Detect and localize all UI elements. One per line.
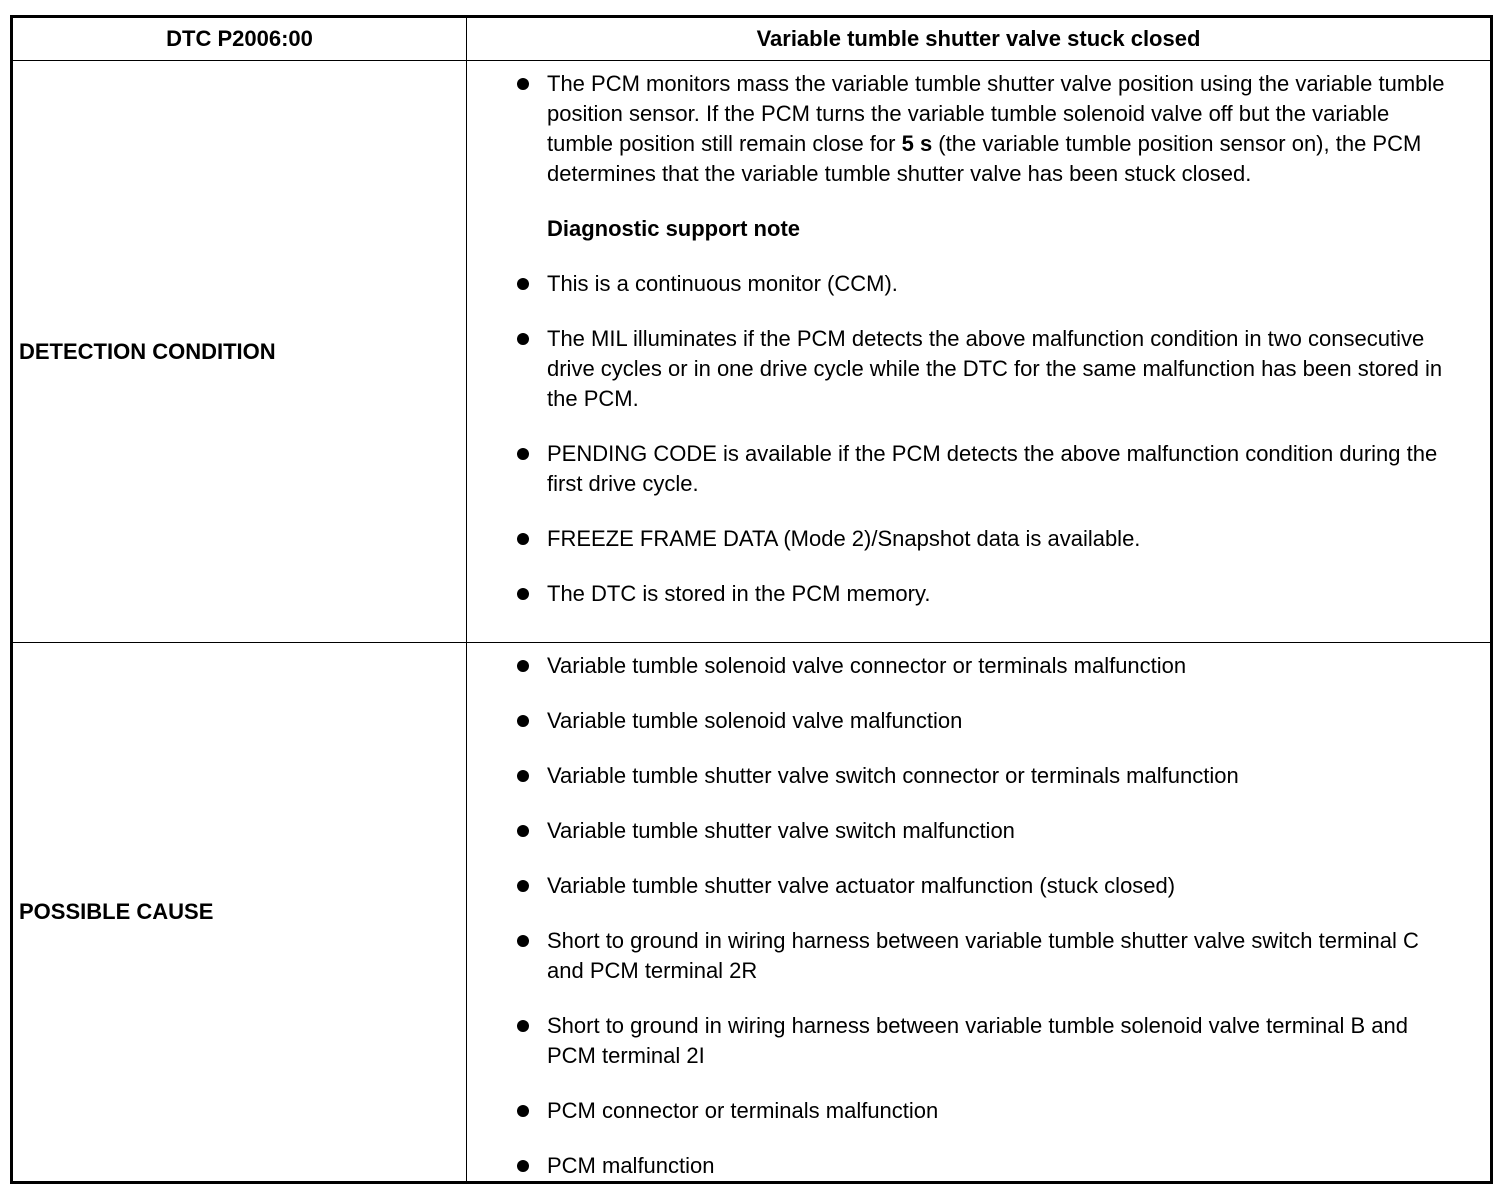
list-item (515, 524, 1460, 554)
bullet-icon (517, 825, 529, 837)
list-item (515, 439, 1460, 499)
dtc-title-header (467, 18, 1490, 61)
bullet-icon (517, 278, 529, 290)
bullet-icon (517, 1160, 529, 1172)
note-text: The MIL illuminates if the PCM detects the above malfunction condition in two consecutive drive cycles or in one drive cycle while the DTC for the same malfunction has been stored in the PCM. (547, 326, 1443, 411)
dtc-title: Variable tumble shutter valve stuck closed (756, 26, 1201, 51)
diagnostic-support-note-heading: Diagnostic support note (547, 216, 800, 241)
detection-notes-list (515, 269, 1460, 609)
bullet-icon (517, 1020, 529, 1032)
note-text: PENDING CODE is available if the PCM detects the above malfunction condition during the first drive cycle. (547, 441, 1438, 496)
list-item (515, 1151, 1460, 1181)
cause-text: Variable tumble solenoid valve malfunction (547, 708, 963, 733)
bullet-icon (517, 78, 529, 90)
bullet-icon (517, 770, 529, 782)
cause-text: Short to ground in wiring harness between variable tumble solenoid valve terminal B and PCM terminal 2I (547, 1013, 1408, 1068)
cause-text: Variable tumble shutter valve switch malfunction (547, 818, 1015, 843)
possible-cause-label-cell (13, 643, 467, 1181)
dtc-code-header (13, 18, 467, 61)
list-item (515, 706, 1460, 736)
list-item (515, 926, 1460, 986)
dtc-table (10, 15, 1493, 1184)
bullet-icon (517, 1105, 529, 1117)
detection-intro-list (515, 69, 1460, 189)
detection-condition-label-cell (13, 61, 467, 643)
cause-text: PCM connector or terminals malfunction (547, 1098, 939, 1123)
bullet-icon (517, 448, 529, 460)
list-item (515, 1096, 1460, 1126)
detection-condition-content (467, 61, 1490, 643)
bullet-icon (517, 588, 529, 600)
list-item (515, 579, 1460, 609)
cause-text: Short to ground in wiring harness between variable tumble shutter valve switch terminal C and PCM terminal 2R (547, 928, 1419, 983)
possible-cause-content (467, 643, 1490, 1181)
list-item (515, 651, 1460, 681)
possible-cause-list (515, 651, 1460, 1181)
cause-text: Variable tumble shutter valve switch connector or terminals malfunction (547, 763, 1239, 788)
bullet-icon (517, 715, 529, 727)
bullet-icon (517, 935, 529, 947)
dtc-code: DTC P2006:00 (166, 26, 313, 51)
possible-cause-label: POSSIBLE CAUSE (19, 899, 214, 924)
bullet-icon (517, 660, 529, 672)
intro-text-before: The PCM monitors mass the variable tumble shutter valve position using the variable tumble position sensor. If the PCM turns the variable tumble solenoid valve off but the variable tumble position still remain close for (547, 71, 1445, 156)
note-text: The DTC is stored in the PCM memory. (547, 581, 931, 606)
list-item (515, 816, 1460, 846)
bullet-icon (517, 533, 529, 545)
note-text: FREEZE FRAME DATA (Mode 2)/Snapshot data is available. (547, 526, 1141, 551)
list-item (515, 324, 1460, 414)
cause-text: Variable tumble shutter valve actuator malfunction (stuck closed) (547, 873, 1176, 898)
detection-condition-label: DETECTION CONDITION (19, 338, 276, 364)
note-text: This is a continuous monitor (CCM). (547, 271, 898, 296)
cause-text: Variable tumble solenoid valve connector or terminals malfunction (547, 653, 1187, 678)
list-item (515, 871, 1460, 901)
detection-intro-item (515, 69, 1460, 189)
bullet-icon (517, 333, 529, 345)
intro-text-after: (the variable tumble position sensor on), the PCM determines that the variable tumble shutter valve has been stuck closed. (547, 131, 1422, 186)
intro-duration: 5 s (901, 131, 933, 156)
list-item (515, 1011, 1460, 1071)
list-item (515, 761, 1460, 791)
bullet-icon (517, 880, 529, 892)
list-item (515, 269, 1460, 299)
cause-text: PCM malfunction (547, 1153, 715, 1178)
